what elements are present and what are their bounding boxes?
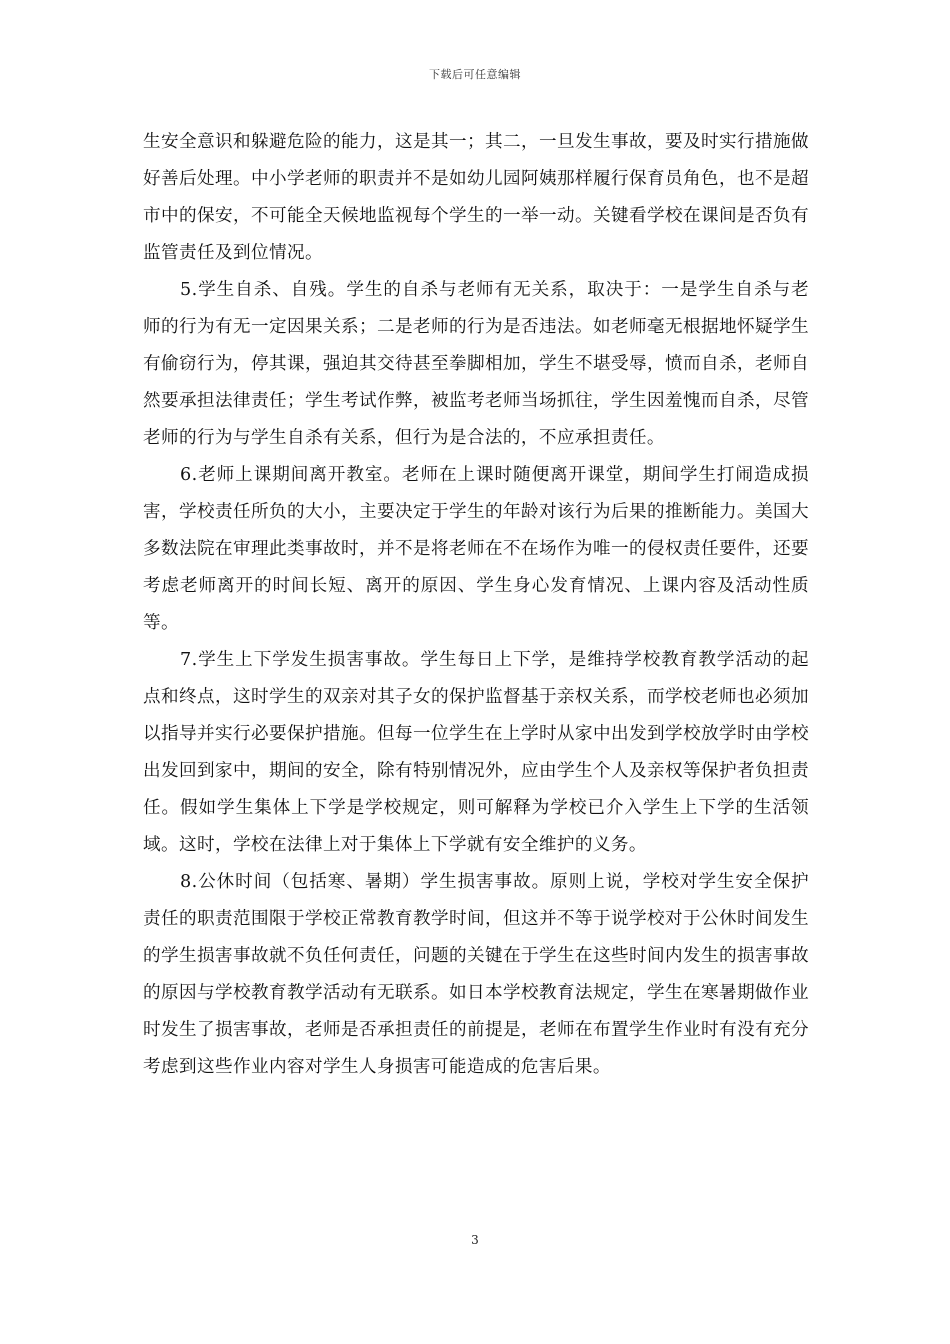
document-body bbox=[143, 124, 809, 1086]
paragraph-item-6: 6.老师上课期间离开教室。老师在上课时随便离开课堂，期间学生打闹造成损害，学校责任所负的大小，主要决定于学生的年龄对该行为后果的推断能力。美国大多数法院在审理此类事故时，并不是将老师在不在场作为唯一的侵权责任要件，还要考虑老师离开的时间长短、离开的原因、学生身心发育情况、上课内容及活动性质等。 bbox=[143, 465, 809, 633]
paragraph-continuation: 生安全意识和躲避危险的能力，这是其一；其二，一旦发生事故，要及时实行措施做好善后处理。中小学老师的职责并不是如幼儿园阿姨那样履行保育员角色，也不是超市中的保安，不可能全天候地监视每个学生的一举一动。关键看学校在课间是否负有监管责任及到位情况。 bbox=[143, 132, 809, 263]
page-header: 下载后可任意编辑 bbox=[429, 68, 521, 81]
paragraph-item-5: 5.学生自杀、自残。学生的自杀与老师有无关系，取决于：一是学生自杀与老师的行为有无一定因果关系；二是老师的行为是否违法。如老师毫无根据地怀疑学生有偷窃行为，停其课，强迫其交待甚至拳脚相加，学生不堪受辱，愤而自杀，老师自然要承担法律责任；学生考试作弊，被监考老师当场抓往，学生因羞愧而自杀，尽管老师的行为与学生自杀有关系，但行为是合法的，不应承担责任。 bbox=[143, 280, 809, 448]
paragraph-item-7: 7.学生上下学发生损害事故。学生每日上下学，是维持学校教育教学活动的起点和终点，这时学生的双亲对其子女的保护监督基于亲权关系，而学校老师也必须加以指导并实行必要保护措施。但每一位学生在上学时从家中出发到学校放学时由学校出发回到家中，期间的安全，除有特别情况外，应由学生个人及亲权等保护者负担责任。假如学生集体上下学是学校规定，则可解释为学校已介入学生上下学的生活领域。这时，学校在法律上对于集体上下学就有安全维护的义务。 bbox=[143, 650, 809, 855]
page-number: 3 bbox=[471, 1233, 479, 1247]
paragraph-item-8: 8.公休时间（包括寒、暑期）学生损害事故。原则上说，学校对学生安全保护责任的职责范围限于学校正常教育教学时间，但这并不等于说学校对于公休时间发生的学生损害事故就不负任何责任，问题的关键在于学生在这些时间内发生的损害事故的原因与学校教育教学活动有无联系。如日本学校教育法规定，学生在寒暑期做作业时发生了损害事故，老师是否承担责任的前提是，老师在布置学生作业时有没有充分考虑到这些作业内容对学生人身损害可能造成的危害后果。 bbox=[143, 872, 809, 1077]
